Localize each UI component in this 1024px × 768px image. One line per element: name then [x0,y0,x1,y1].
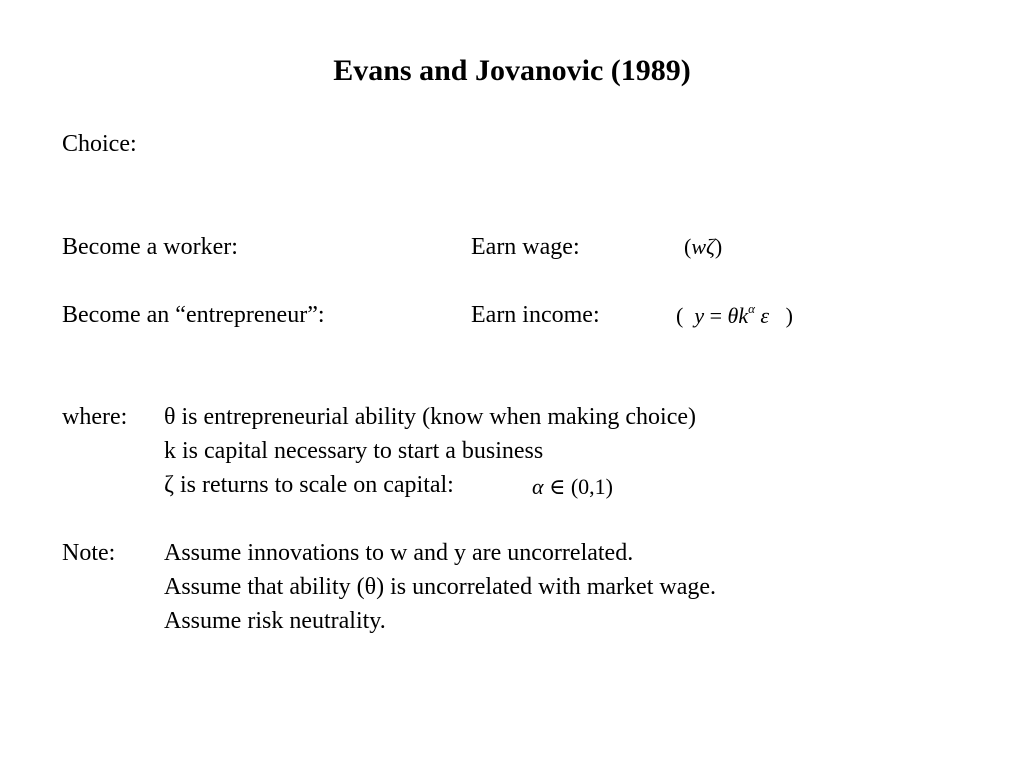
income-formula-open: ( [676,303,684,328]
where-line-k: k is capital necessary to start a business [164,438,544,464]
alpha-range-formula [532,476,613,498]
entrepreneur-earn-label: Earn income: [471,302,600,328]
income-formula-k: k [738,303,749,328]
wage-formula-close: ) [714,234,723,259]
note-line-risk: Assume risk neutrality. [164,608,386,634]
income-formula [676,300,793,328]
choice-label: Choice: [62,131,137,157]
income-formula-theta: θ [727,303,739,328]
wage-formula-zeta: ζ [706,234,715,259]
income-formula-close: ) [785,303,793,328]
income-formula-epsilon: ε [760,303,770,328]
wage-formula-open: ( [684,234,692,259]
worker-option-label: Become a worker: [62,234,238,260]
income-formula-alpha: α [748,300,755,316]
income-formula-equals: = [709,303,723,328]
where-label: where: [62,404,128,430]
slide-title: Evans and Jovanovic (1989) [333,54,691,87]
worker-earn-label: Earn wage: [471,234,580,260]
income-formula-y: y [694,303,705,328]
alpha-range-in: ∈ [549,474,566,499]
note-label: Note: [62,540,116,566]
where-line-theta: θ is entrepreneurial ability (know when making choice) [164,404,696,430]
alpha-range-interval: (0,1) [570,474,614,499]
note-line-ability: Assume that ability (θ) is uncorrelated with market wage. [164,574,716,600]
entrepreneur-option-label: Become an “entrepreneur”: [62,302,325,328]
alpha-range-alpha: α [532,474,544,499]
wage-formula-w: w [691,234,707,259]
wage-formula [684,236,722,258]
note-line-innovations: Assume innovations to w and y are uncorrelated. [164,540,634,566]
where-line-zeta: ζ is returns to scale on capital: [164,472,454,498]
